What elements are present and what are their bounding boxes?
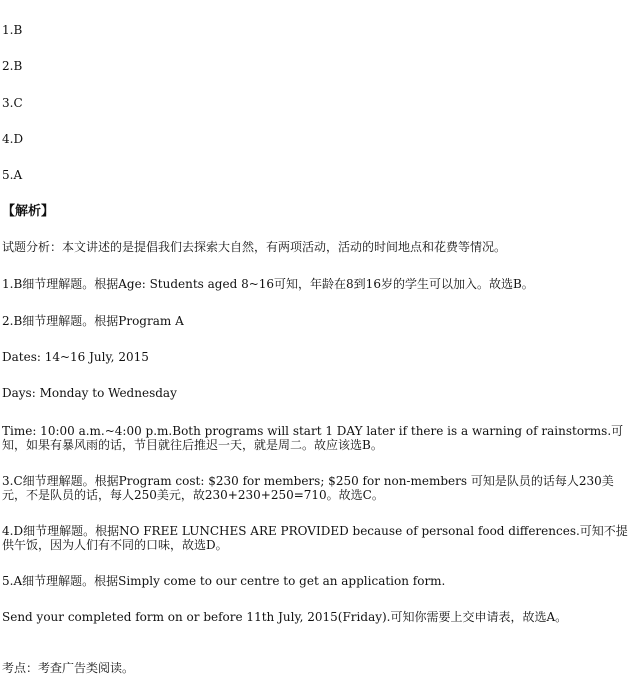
explanation-q4: 4.D细节理解题。根据NO FREE LUNCHES ARE PROVIDED because of personal food differences.可知不提供午饭，因为人们有不同的口味，故选D。	[2, 524, 628, 552]
answer-3: 3.C	[2, 96, 23, 110]
explanation-q5-intro: 5.A细节理解题。根据Simply come to our centre to get an application form.	[2, 574, 446, 588]
answer-2: 2.B	[2, 59, 23, 73]
analysis-summary: 试题分析：本文讲述的是提倡我们去探索大自然，有两项活动，活动的时间地点和花费等情况。	[2, 240, 507, 254]
explanation-q2-time: Time: 10:00 a.m.~4:00 p.m.Both programs will start 1 DAY later if there is a warning of rainstorms.可知，如果有暴风雨的话，节目就往后推迟一天，就是周二。故应该选B。	[2, 424, 624, 452]
kaodian-note: 考点：考查广告类阅读。	[2, 661, 135, 675]
explanation-q2-days: Days: Monday to Wednesday	[2, 386, 177, 400]
explanation-q2-dates: Dates: 14~16 July, 2015	[2, 350, 149, 364]
explanation-q3: 3.C细节理解题。根据Program cost: $230 for members; $250 for non-members 可知是队员的话每人230美元，不是队员的话，每人250美元，故230+230+250=710。故选C。	[2, 474, 614, 502]
answer-1: 1.B	[2, 23, 23, 37]
explanation-q2-intro: 2.B细节理解题。根据Program A	[2, 314, 184, 328]
explanation-q5-detail: Send your completed form on or before 11th July, 2015(Friday).可知你需要上交申请表，故选A。	[2, 610, 568, 624]
analysis-heading: 【解析】	[2, 204, 55, 219]
answer-4: 4.D	[2, 132, 24, 146]
explanation-q1: 1.B细节理解题。根据Age: Students aged 8~16可知，年龄在8到16岁的学生可以加入。故选B。	[2, 277, 534, 291]
answer-5: 5.A	[2, 168, 23, 182]
